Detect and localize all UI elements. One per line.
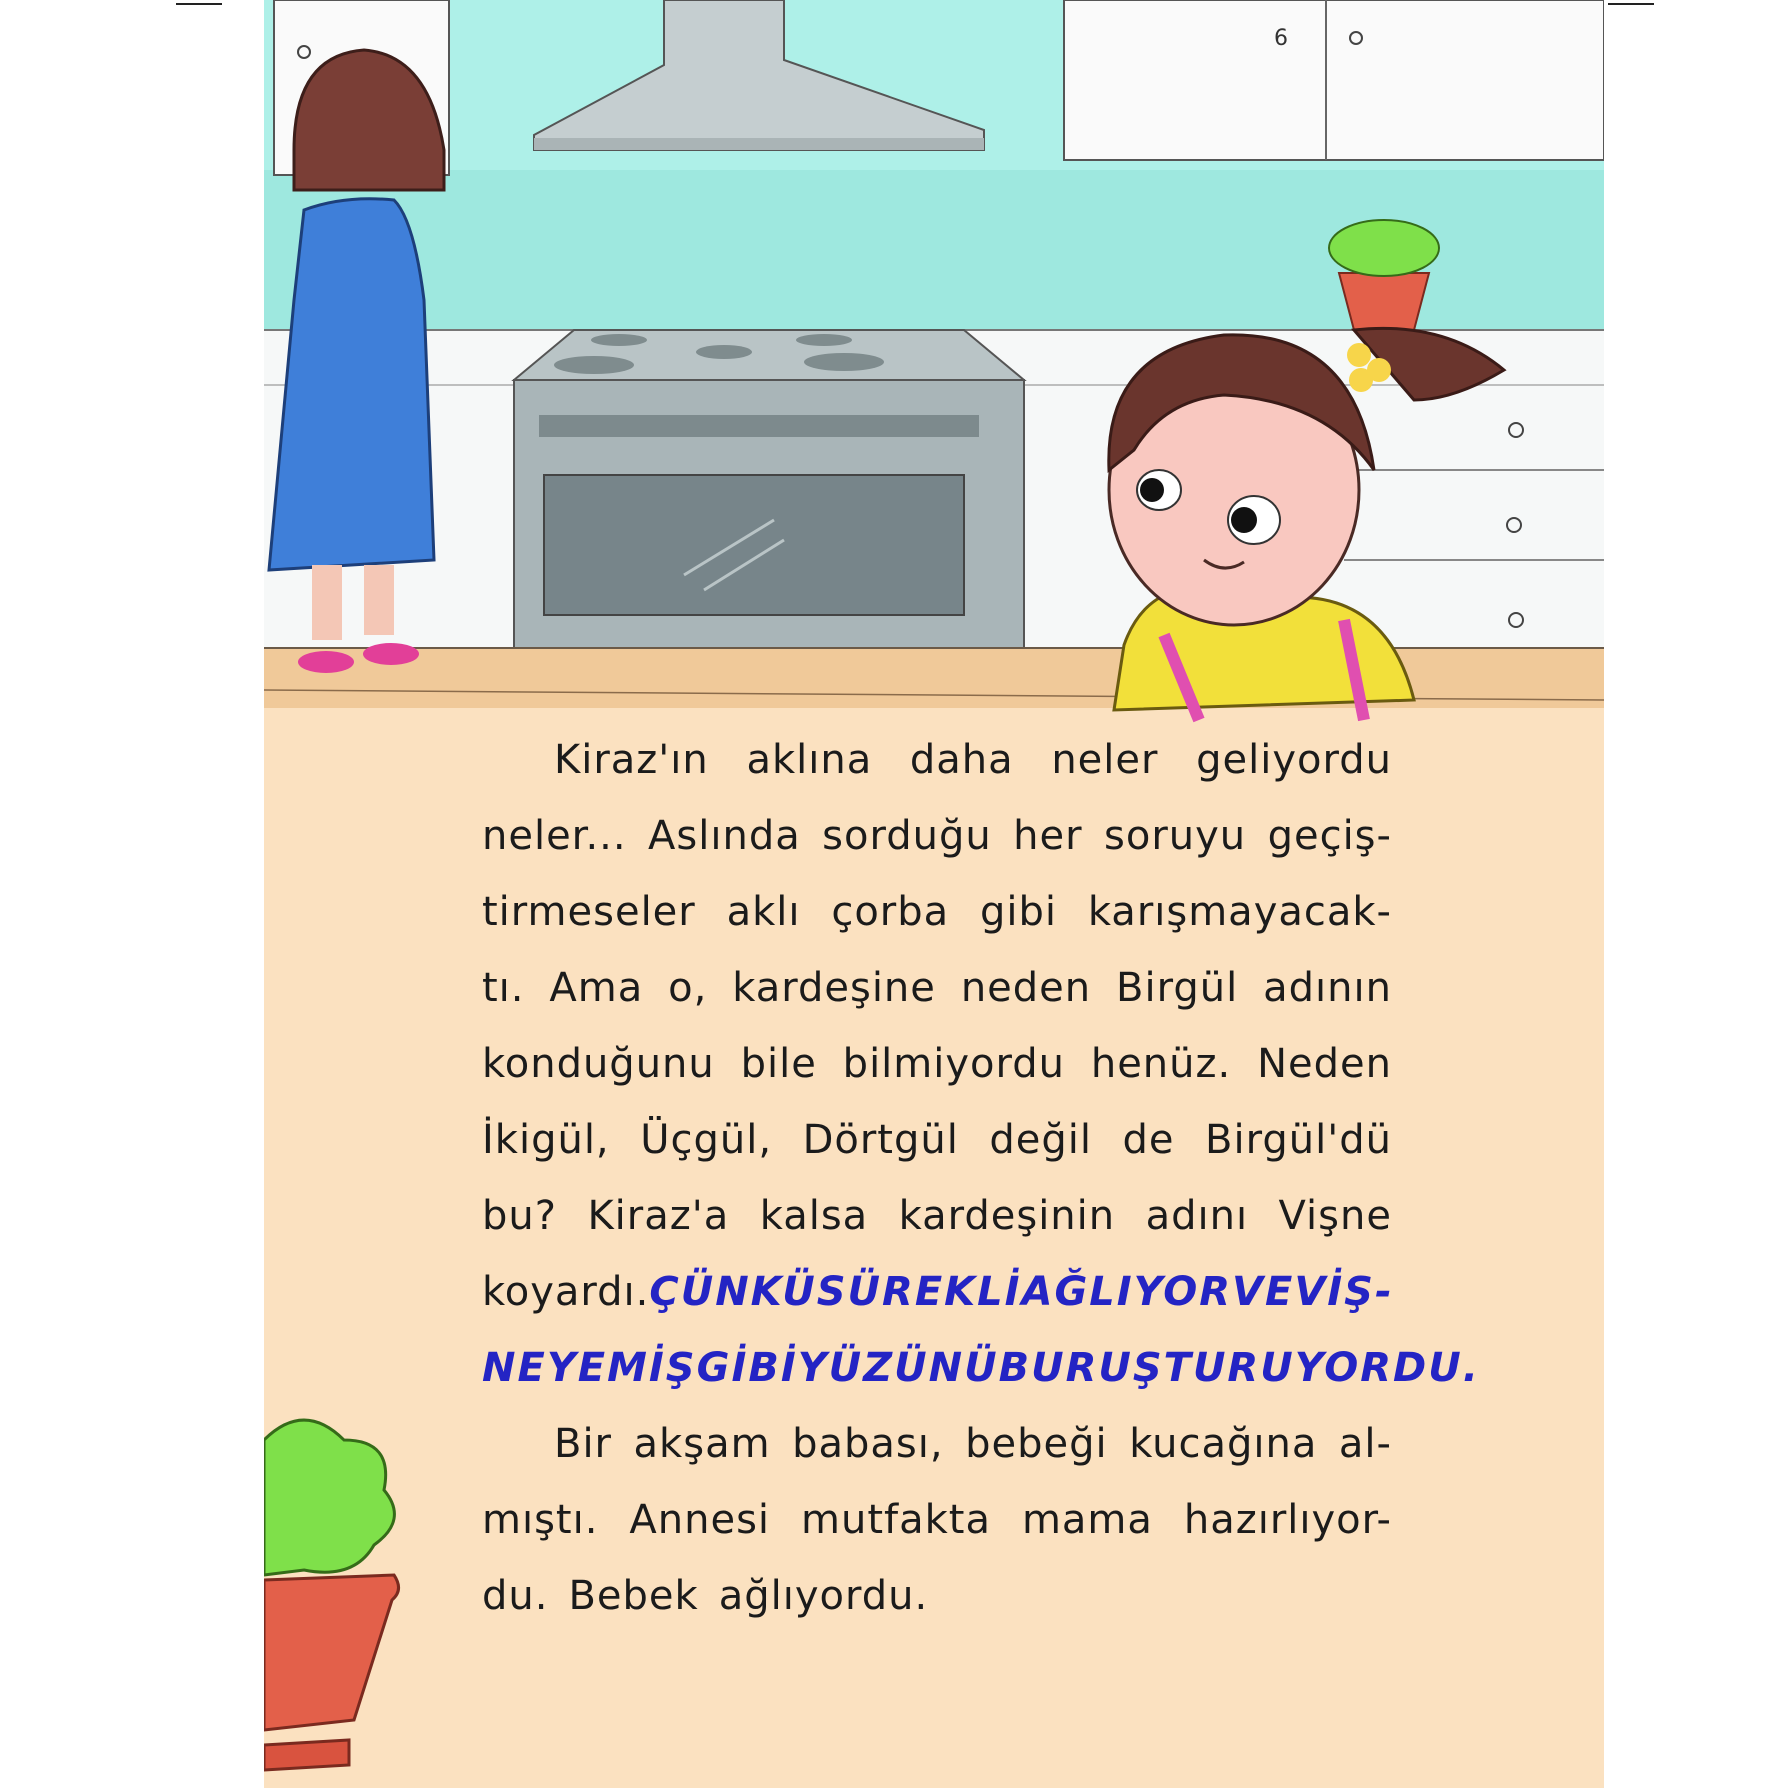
text-line-6 — [482, 1102, 1392, 1178]
word: kardeşine — [732, 965, 936, 1011]
word: Birgül'dü — [1205, 1117, 1392, 1163]
word: daha — [909, 737, 1014, 783]
word: kalsa — [759, 1193, 869, 1239]
text-line-4 — [482, 950, 1392, 1026]
word: Bir — [554, 1421, 612, 1467]
word: Bebek — [568, 1573, 699, 1619]
text-line-3 — [482, 874, 1392, 950]
word: bilmiyordu — [842, 1041, 1065, 1087]
word: akşam — [633, 1421, 771, 1467]
emphasis-word: YÜZÜNÜ — [797, 1345, 999, 1391]
crop-mark-right — [1608, 3, 1654, 5]
word: kardeşinin — [898, 1193, 1116, 1239]
word: mama — [1021, 1497, 1153, 1543]
word: Vişne — [1278, 1193, 1392, 1239]
word: aklına — [746, 737, 873, 783]
text-line-1 — [482, 722, 1392, 798]
word: mutfakta — [801, 1497, 991, 1543]
word: babası, — [792, 1421, 944, 1467]
word: neler — [1051, 737, 1159, 783]
word: kucağına — [1129, 1421, 1318, 1467]
word: çorba — [831, 889, 950, 935]
emphasis-word: SÜREKLİ — [816, 1269, 1022, 1315]
text-line-12 — [482, 1558, 1392, 1634]
word: neler... — [482, 813, 627, 859]
word: değil — [989, 1117, 1092, 1163]
word: bile — [740, 1041, 817, 1087]
word: Neden — [1257, 1041, 1392, 1087]
word: Ama — [549, 965, 644, 1011]
emphasis-word: VİŞ- — [1294, 1269, 1394, 1315]
crop-mark-left — [176, 3, 222, 5]
word: ağlıyordu. — [718, 1573, 929, 1619]
word: Aslında — [648, 813, 801, 859]
emphasis-word: NE — [482, 1345, 547, 1391]
word: Kiraz'a — [587, 1193, 730, 1239]
emphasis-word: BURUŞTURUYORDU. — [998, 1345, 1480, 1391]
emphasis-word: YEMİŞ — [546, 1345, 697, 1391]
word: İkigül, — [482, 1117, 610, 1163]
word: geliyordu — [1196, 737, 1392, 783]
emphasis-word: GİBİ — [696, 1345, 798, 1391]
word: henüz. — [1090, 1041, 1232, 1087]
word: de — [1122, 1117, 1175, 1163]
word: hazırlıyor- — [1183, 1497, 1392, 1543]
emphasis-word: VE — [1232, 1269, 1295, 1315]
word: koyardı. — [482, 1269, 650, 1315]
book-page — [264, 0, 1604, 1788]
word: Dörtgül — [802, 1117, 959, 1163]
word: bebeği — [965, 1421, 1108, 1467]
word: tirmeseler — [482, 889, 696, 935]
text-line-8 — [482, 1254, 1392, 1330]
text-line-5 — [482, 1026, 1392, 1102]
text-line-9 — [482, 1330, 1480, 1406]
word: soruyu — [1104, 813, 1247, 859]
word: konduğunu — [482, 1041, 715, 1087]
story-text — [482, 722, 1480, 1634]
word: Birgül — [1116, 965, 1239, 1011]
word: mıştı. — [482, 1497, 599, 1543]
word: aklı — [726, 889, 801, 935]
stove — [514, 330, 1024, 655]
word: al- — [1338, 1421, 1392, 1467]
word: o, — [668, 965, 708, 1011]
word: du. — [482, 1573, 549, 1619]
word: Üçgül, — [640, 1117, 773, 1163]
word: Annesi — [629, 1497, 771, 1543]
emphasis-word: AĞLIYOR — [1021, 1269, 1233, 1315]
word: sorduğu — [822, 813, 992, 859]
text-line-10 — [482, 1406, 1392, 1482]
word: adının — [1263, 965, 1392, 1011]
word: Kiraz'ın — [554, 737, 709, 783]
text-line-11 — [482, 1482, 1392, 1558]
word: adını — [1145, 1193, 1249, 1239]
word: gibi — [979, 889, 1057, 935]
text-line-2 — [482, 798, 1392, 874]
svg-text:6: 6 — [1274, 26, 1288, 51]
upper-cabinet-right — [1064, 0, 1604, 160]
word: her — [1013, 813, 1083, 859]
word: neden — [960, 965, 1092, 1011]
word: bu? — [482, 1193, 557, 1239]
text-line-7 — [482, 1178, 1392, 1254]
emphasis-word: ÇÜNKÜ — [649, 1269, 817, 1315]
word: tı. — [482, 965, 525, 1011]
word: geçiş- — [1267, 813, 1392, 859]
word: karışmayacak- — [1087, 889, 1392, 935]
